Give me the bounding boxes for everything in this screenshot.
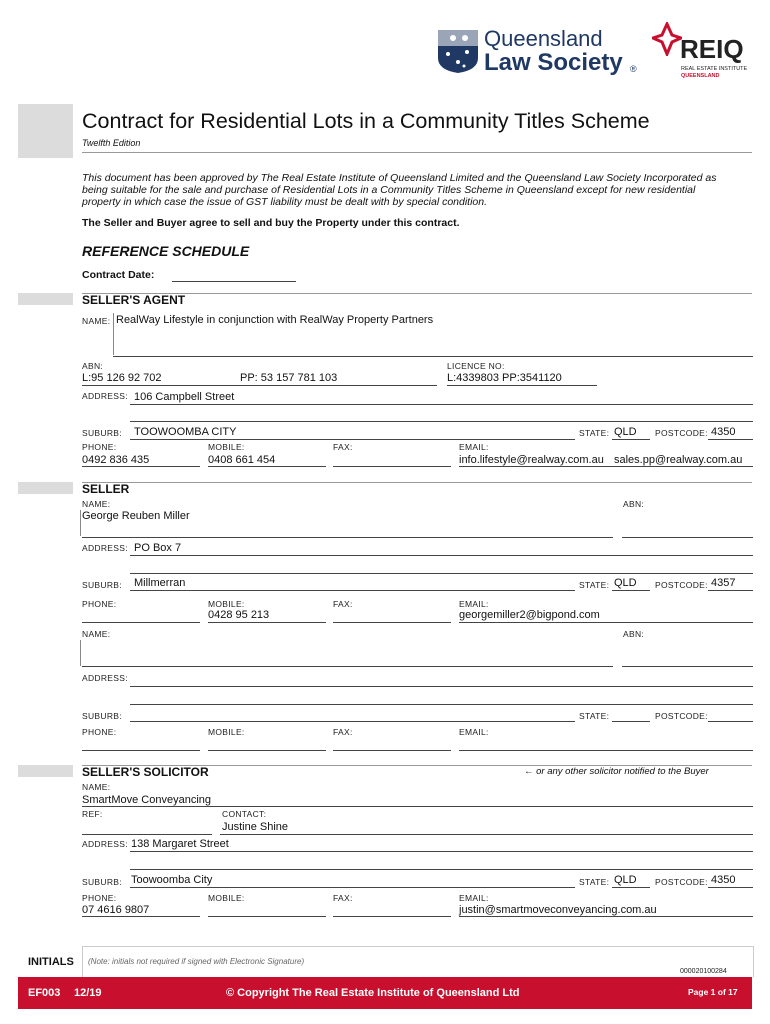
reiq-subtitle-2: QUEENSLAND bbox=[681, 73, 720, 79]
agent-state[interactable]: QLD bbox=[614, 426, 637, 438]
solicitor-accent-block bbox=[18, 765, 73, 777]
intro-text: This document has been approved by The Real Estate Institute of Queensland Limited and the Queensland Law Society Incorporated as being suitable for the sale and purchase of Residential Lots in a Community Titles Scheme in Queensland except for new residential property in which case the issue of GST liability must be dealt with by special condition. bbox=[82, 172, 717, 208]
agree-text: The Seller and Buyer agree to sell and buy the Property under this contract. bbox=[82, 217, 460, 229]
seller-postcode-label: POSTCODE: bbox=[655, 580, 708, 590]
seller2-suburb-underline[interactable] bbox=[130, 721, 575, 722]
agent-state-underline bbox=[612, 439, 650, 440]
agent-address-underline-2 bbox=[130, 421, 753, 422]
agent-address-label: ADDRESS: bbox=[82, 391, 128, 401]
edition: Twelfth Edition bbox=[82, 138, 141, 148]
seller2-phone-underline[interactable] bbox=[82, 750, 200, 751]
agent-email-underline bbox=[459, 466, 753, 467]
qls-name-line2: Law Society bbox=[484, 49, 623, 76]
seller2-fax-label: FAX: bbox=[333, 727, 353, 737]
initials-note: (Note: initials not required if signed with Electronic Signature) bbox=[88, 957, 305, 966]
seller-abn-underline bbox=[622, 537, 753, 538]
seller2-state-label: STATE: bbox=[579, 711, 610, 721]
seller-name-underline bbox=[82, 537, 613, 538]
seller2-postcode-underline[interactable] bbox=[708, 721, 753, 722]
seller2-fax-underline[interactable] bbox=[333, 750, 451, 751]
seller2-name-underline[interactable] bbox=[82, 666, 613, 667]
agent-address[interactable]: 106 Campbell Street bbox=[134, 391, 235, 403]
seller2-phone-label: PHONE: bbox=[82, 727, 117, 737]
solicitor-phone[interactable]: 07 4616 9807 bbox=[82, 904, 150, 916]
seller-header: SELLER bbox=[82, 482, 130, 496]
reiq-subtitle-1: REAL ESTATE INSTITUTE bbox=[681, 66, 748, 72]
solicitor-postcode-underline bbox=[708, 887, 753, 888]
seller-state[interactable]: QLD bbox=[614, 577, 637, 589]
agent-abn-2[interactable]: PP: 53 157 781 103 bbox=[240, 372, 338, 384]
contract-date-field[interactable] bbox=[172, 281, 296, 282]
solicitor-contact[interactable]: Justine Shine bbox=[222, 821, 289, 833]
form-code: EF003 bbox=[28, 987, 61, 999]
seller-fax-label: FAX: bbox=[333, 599, 353, 609]
reiq-wordmark: REIQ bbox=[680, 34, 744, 64]
agent-name[interactable]: RealWay Lifestyle in conjunction with RealWay Property Partners bbox=[116, 314, 434, 326]
agent-licence-underline bbox=[447, 385, 597, 386]
solicitor-email-underline bbox=[459, 916, 753, 917]
seller-mobile[interactable]: 0428 95 213 bbox=[208, 609, 270, 621]
agent-suburb-label: SUBURB: bbox=[82, 428, 122, 438]
solicitor-phone-underline bbox=[82, 916, 200, 917]
solicitor-note-text: or any other solicitor notified to the Buyer bbox=[536, 766, 709, 777]
seller2-name-label: NAME: bbox=[82, 629, 111, 639]
solicitor-ref-label: REF: bbox=[82, 809, 103, 819]
seller-state-underline bbox=[612, 590, 650, 591]
agent-header: SELLER'S AGENT bbox=[82, 293, 186, 307]
left-arrow-icon: ← bbox=[524, 766, 534, 777]
solicitor-state-label: STATE: bbox=[579, 877, 610, 887]
seller-address-label: ADDRESS: bbox=[82, 543, 128, 553]
seller-name[interactable]: George Reuben Miller bbox=[82, 510, 190, 522]
agent-mobile-underline bbox=[208, 466, 326, 467]
initials-label: INITIALS bbox=[28, 956, 74, 968]
agent-email-1[interactable]: info.lifestyle@realway.com.au bbox=[459, 454, 604, 466]
form-date: 12/19 bbox=[74, 987, 102, 999]
solicitor-email-label: EMAIL: bbox=[459, 893, 489, 903]
seller2-abn-underline[interactable] bbox=[622, 666, 753, 667]
agent-email-label: EMAIL: bbox=[459, 442, 489, 452]
qls-crest-icon bbox=[436, 28, 480, 74]
solicitor-suburb-underline bbox=[130, 887, 575, 888]
seller2-address-underline-2[interactable] bbox=[130, 704, 753, 705]
page-number: Page 1 of 17 bbox=[688, 987, 738, 997]
solicitor-contact-underline bbox=[220, 834, 753, 835]
seller-state-label: STATE: bbox=[579, 580, 610, 590]
solicitor-address-underline-1 bbox=[130, 851, 753, 852]
seller2-email-label: EMAIL: bbox=[459, 727, 489, 737]
seller-postcode-underline bbox=[708, 590, 753, 591]
solicitor-address[interactable]: 138 Margaret Street bbox=[131, 838, 229, 850]
seller-accent-block bbox=[18, 482, 73, 494]
agent-mobile-label: MOBILE: bbox=[208, 442, 245, 452]
solicitor-fax-underline[interactable] bbox=[333, 916, 451, 917]
solicitor-suburb[interactable]: Toowoomba City bbox=[131, 874, 213, 886]
agent-postcode-underline bbox=[708, 439, 753, 440]
agent-licence-label: LICENCE NO: bbox=[447, 361, 505, 371]
seller-abn-label: ABN: bbox=[623, 499, 645, 509]
seller2-postcode-label: POSTCODE: bbox=[655, 711, 708, 721]
seller-fax-underline bbox=[333, 622, 451, 623]
reiq-star-icon bbox=[652, 22, 682, 56]
solicitor-state-underline bbox=[612, 887, 650, 888]
solicitor-suburb-label: SUBURB: bbox=[82, 877, 122, 887]
seller2-mobile-label: MOBILE: bbox=[208, 727, 245, 737]
solicitor-address-underline-2 bbox=[130, 869, 753, 870]
seller-mobile-label: MOBILE: bbox=[208, 599, 245, 609]
solicitor-address-label: ADDRESS: bbox=[82, 839, 128, 849]
seller2-address-underline-1[interactable] bbox=[130, 686, 753, 687]
agent-abn-label: ABN: bbox=[82, 361, 104, 371]
solicitor-name-label: NAME: bbox=[82, 782, 111, 792]
reiq-logo bbox=[652, 22, 762, 82]
seller-mobile-underline bbox=[208, 622, 326, 623]
seller-name-label: NAME: bbox=[82, 499, 111, 509]
seller2-mobile-underline[interactable] bbox=[208, 750, 326, 751]
document-number: 000020100284 bbox=[680, 968, 727, 975]
seller-email[interactable]: georgemiller2@bigpond.com bbox=[459, 609, 600, 621]
seller-address[interactable]: PO Box 7 bbox=[134, 542, 182, 554]
agent-licence[interactable]: L:4339803 PP:3541120 bbox=[447, 372, 562, 384]
seller-suburb-underline bbox=[130, 590, 575, 591]
agent-suburb-underline bbox=[130, 439, 575, 440]
title-rule bbox=[82, 152, 752, 153]
agent-phone[interactable]: 0492 836 435 bbox=[82, 454, 150, 466]
agent-abn-1[interactable]: L:95 126 92 702 bbox=[82, 372, 162, 384]
seller-suburb[interactable]: Millmerran bbox=[134, 577, 186, 589]
agent-name-label: NAME: bbox=[82, 316, 111, 326]
agent-email-2[interactable]: sales.pp@realway.com.au bbox=[614, 454, 743, 466]
contract-date-label: Contract Date: bbox=[82, 269, 155, 281]
agent-state-label: STATE: bbox=[579, 428, 610, 438]
seller2-address-label: ADDRESS: bbox=[82, 673, 128, 683]
agent-suburb[interactable]: TOOWOOMBA CITY bbox=[134, 426, 237, 438]
solicitor-mobile-label: MOBILE: bbox=[208, 893, 245, 903]
agent-phone-underline bbox=[82, 466, 200, 467]
agent-name-bracket bbox=[113, 313, 114, 355]
reference-schedule-heading: REFERENCE SCHEDULE bbox=[82, 243, 250, 259]
qls-name-line1: Queensland bbox=[484, 26, 603, 51]
qls-registered-mark: ® bbox=[630, 64, 637, 74]
page-title: Contract for Residential Lots in a Community Titles Scheme bbox=[82, 109, 650, 133]
solicitor-email[interactable]: justin@smartmoveconveyancing.com.au bbox=[459, 904, 657, 916]
agent-fax-label: FAX: bbox=[333, 442, 353, 452]
title-accent-block bbox=[18, 104, 73, 158]
footer-bar bbox=[18, 977, 752, 1009]
seller-email-label: EMAIL: bbox=[459, 599, 489, 609]
agent-name-underline bbox=[113, 356, 753, 357]
seller2-abn-label: ABN: bbox=[623, 629, 645, 639]
solicitor-mobile-underline[interactable] bbox=[208, 916, 326, 917]
seller2-email-underline[interactable] bbox=[459, 750, 753, 751]
seller-email-underline bbox=[459, 622, 753, 623]
solicitor-name[interactable]: SmartMove Conveyancing bbox=[82, 794, 212, 806]
agent-mobile[interactable]: 0408 661 454 bbox=[208, 454, 276, 466]
solicitor-fax-label: FAX: bbox=[333, 893, 353, 903]
solicitor-postcode[interactable]: 4350 bbox=[711, 874, 736, 886]
agent-postcode-label: POSTCODE: bbox=[655, 428, 708, 438]
qls-logo bbox=[436, 26, 646, 78]
seller2-name-bracket bbox=[80, 640, 81, 666]
seller2-state-underline[interactable] bbox=[612, 721, 650, 722]
seller-phone-underline bbox=[82, 622, 200, 623]
solicitor-postcode-label: POSTCODE: bbox=[655, 877, 708, 887]
solicitor-note bbox=[524, 766, 709, 777]
agent-phone-label: PHONE: bbox=[82, 442, 117, 452]
seller-suburb-label: SUBURB: bbox=[82, 580, 122, 590]
seller-address-underline-2 bbox=[130, 573, 753, 574]
seller-header-rule bbox=[82, 482, 752, 483]
solicitor-header: SELLER'S SOLICITOR bbox=[82, 765, 209, 779]
copyright: © Copyright The Real Estate Institute of Queensland Ltd bbox=[226, 987, 520, 999]
seller-address-underline-1 bbox=[130, 555, 753, 556]
agent-abn-underline bbox=[82, 385, 437, 386]
solicitor-state[interactable]: QLD bbox=[614, 874, 637, 886]
seller-phone-label: PHONE: bbox=[82, 599, 117, 609]
agent-postcode[interactable]: 4350 bbox=[711, 426, 736, 438]
agent-fax-underline bbox=[333, 466, 451, 467]
solicitor-ref-underline[interactable] bbox=[82, 834, 212, 835]
solicitor-contact-label: CONTACT: bbox=[222, 809, 267, 819]
agent-accent-block bbox=[18, 293, 73, 305]
solicitor-name-underline bbox=[82, 806, 753, 807]
seller-postcode[interactable]: 4357 bbox=[711, 577, 736, 589]
seller2-suburb-label: SUBURB: bbox=[82, 711, 122, 721]
solicitor-phone-label: PHONE: bbox=[82, 893, 117, 903]
agent-address-underline-1 bbox=[130, 404, 753, 405]
seller-name-bracket bbox=[80, 510, 81, 536]
